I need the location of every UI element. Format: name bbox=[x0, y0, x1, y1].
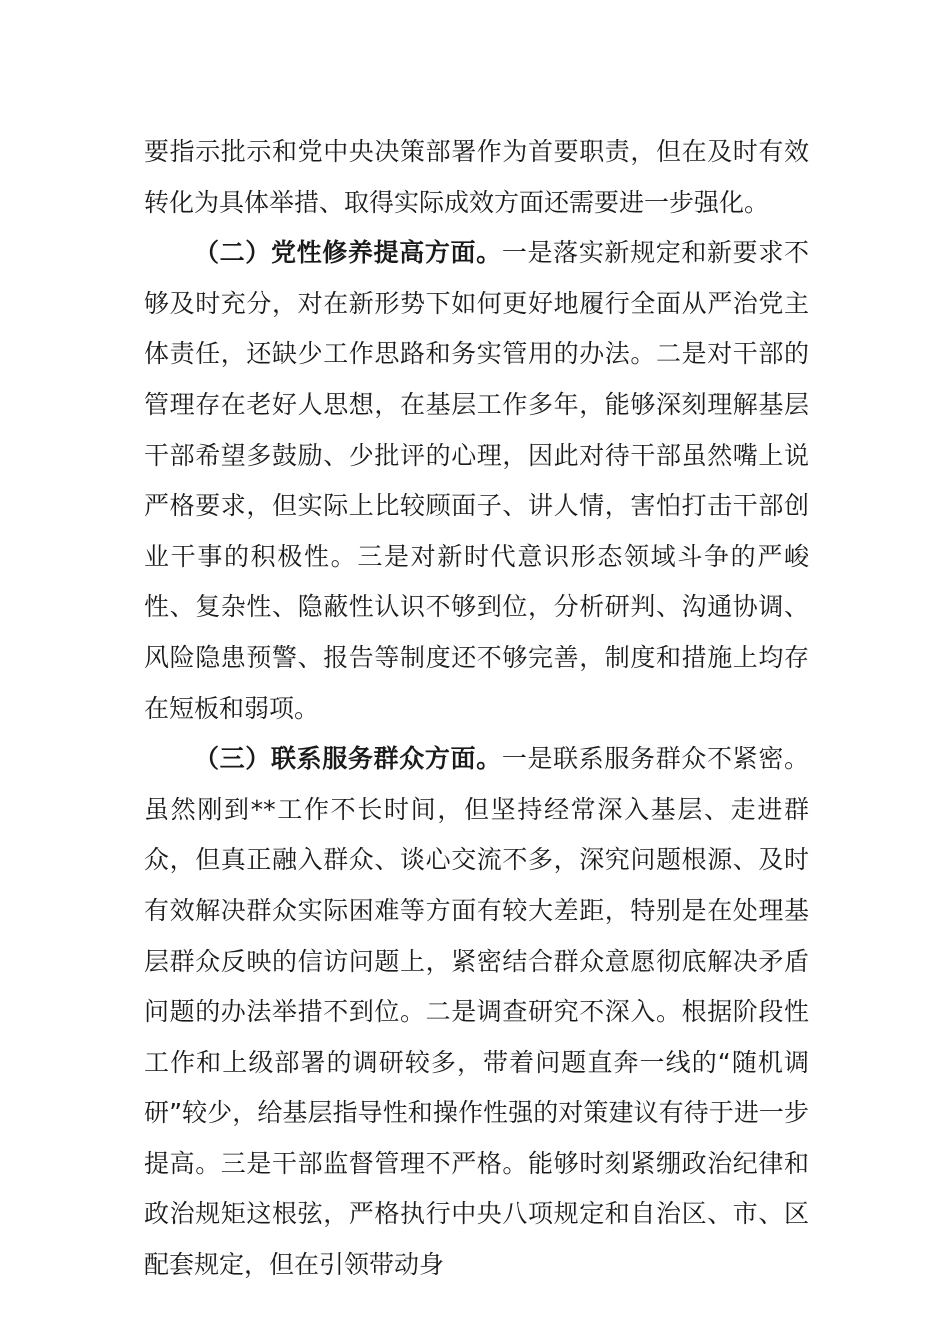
document-body bbox=[144, 127, 809, 1291]
section-heading: （二）党性修养提高方面。 bbox=[194, 238, 502, 268]
paragraph-text: 一是联系服务群众不紧密。虽然刚到**工作不长时间，但坚持经常深入基层、走进群众，但真正融入群众、谈心交流不多，深究问题根源、及时有效解决群众实际困难等方面有较大差距，特别是在处理基层群众反映的信访问题上，紧密结合群众意愿彻底解决矛盾问题的办法举措不到位。二是调查研究不深入。根据阶段性工作和上级部署的调研较多，带着问题直奔一线的“随机调研”较少，给基层指导性和操作性强的对策建议有待于进一步提高。三是干部监督管理不严格。能够时刻紧绷政治纪律和政治规矩这根弦，严格执行中央八项规定和自治区、市、区配套规定，但在引领带动身 bbox=[144, 744, 809, 1280]
paragraph-party-cultivation bbox=[144, 228, 809, 734]
paragraph-text: 一是落实新规定和新要求不够及时充分，对在新形势下如何更好地履行全面从严治党主体责任，还缺少工作思路和务实管用的办法。二是对干部的管理存在老好人思想，在基层工作多年，能够深刻理解基层干部希望多鼓励、少批评的心理，因此对待干部虽然嘴上说严格要求，但实际上比较顾面子、讲人情，害怕打击干部创业干事的积极性。三是对新时代意识形态领域斗争的严峻性、复杂性、隐蔽性认识不够到位，分析研判、沟通协调、风险隐患预警、报告等制度还不够完善，制度和措施上均存在短板和弱项。 bbox=[144, 238, 809, 723]
paragraph-continuation bbox=[144, 127, 809, 228]
paragraph-text: 要指示批示和党中央决策部署作为首要职责，但在及时有效转化为具体举措、取得实际成效方面还需要进一步强化。 bbox=[144, 137, 809, 217]
section-heading: （三）联系服务群众方面。 bbox=[194, 744, 502, 774]
paragraph-serving-masses bbox=[144, 734, 809, 1291]
